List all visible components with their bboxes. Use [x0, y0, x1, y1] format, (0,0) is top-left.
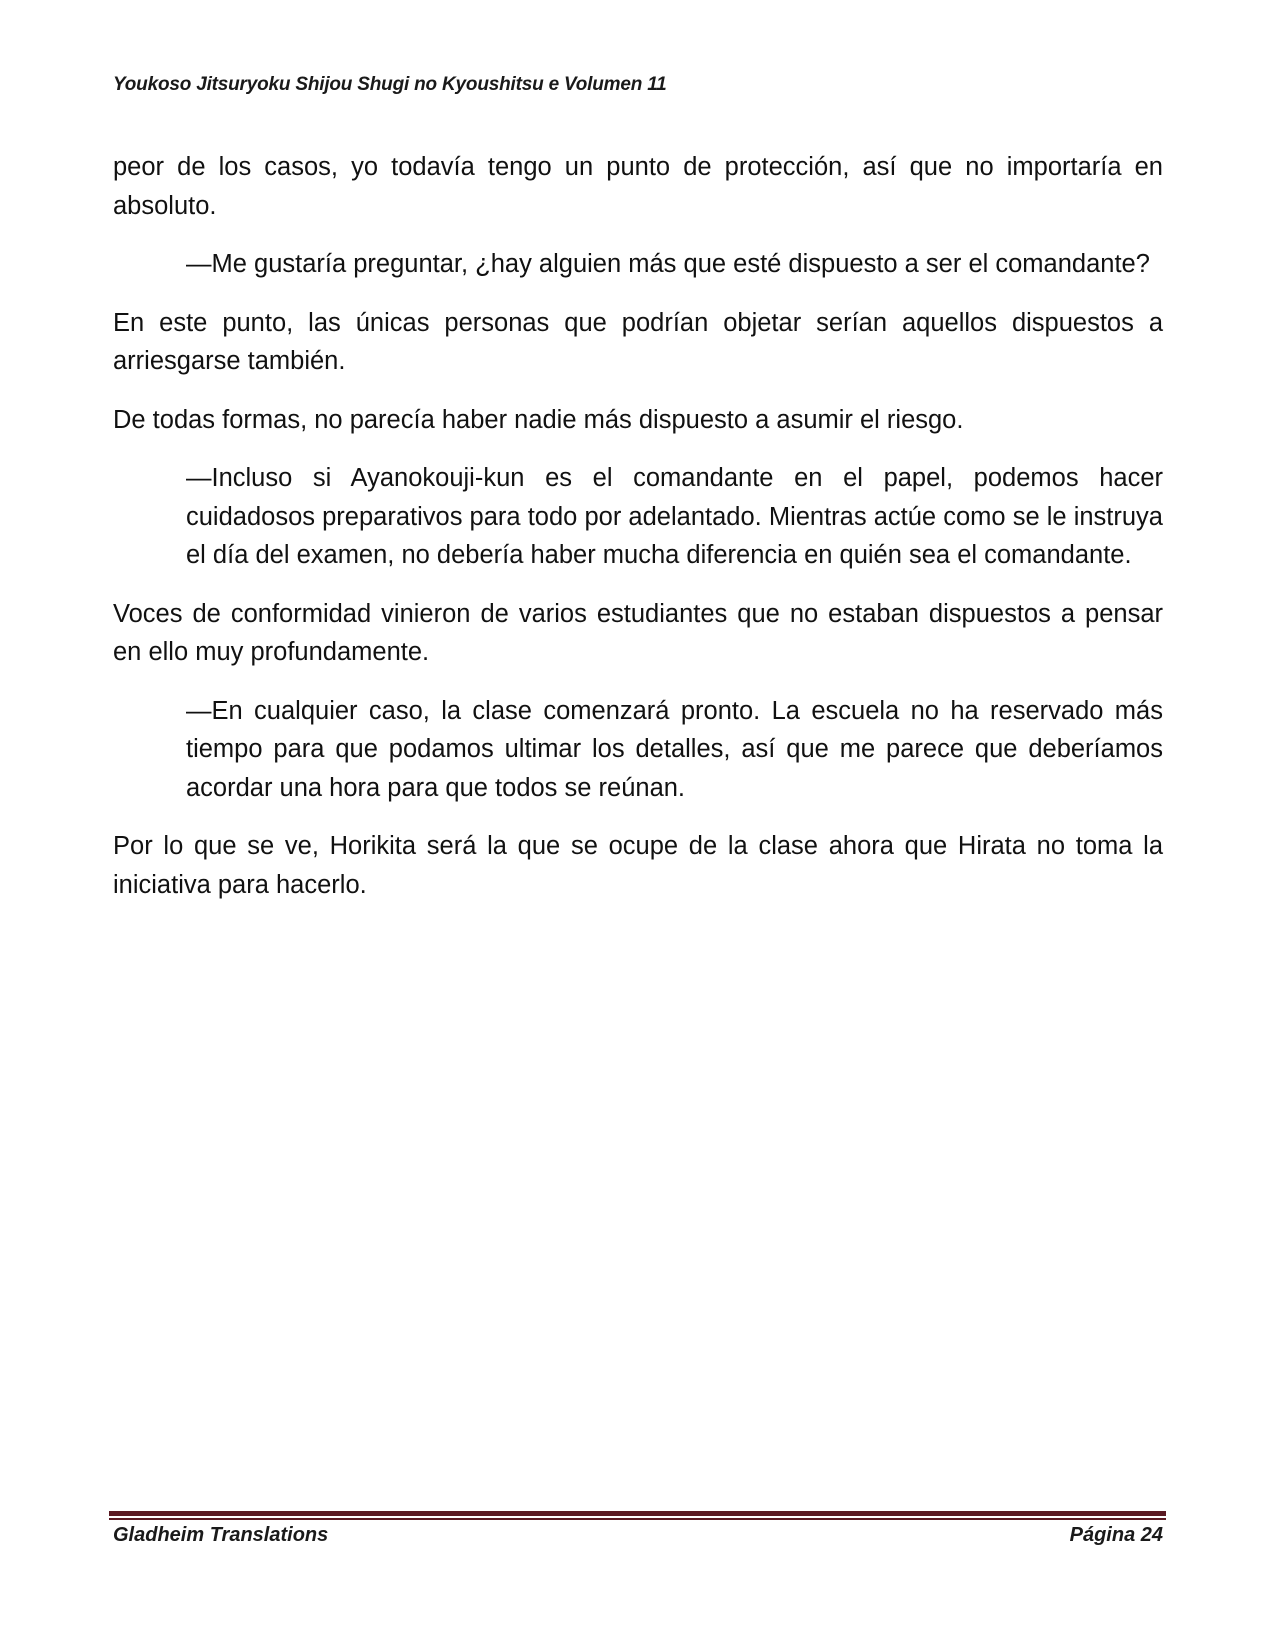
dialogue-paragraph: —Me gustaría preguntar, ¿hay alguien más que esté dispuesto a ser el comandante?	[186, 250, 1150, 278]
paragraph: Voces de conformidad vinieron de varios estudiantes que no estaban dispuestos a pensar en ello muy profundamente.	[113, 599, 1163, 666]
paragraph: peor de los casos, yo todavía tengo un punto de protección, así que no importaría en absoluto.	[113, 153, 1163, 220]
footer-divider-thick	[109, 1511, 1166, 1516]
dialogue-paragraph: —Incluso si Ayanokouji-kun es el comandante en el papel, podemos hacer cuidadosos preparativos para todo por adelantado. Mientras actúe como se le instruya el día del examen, no debería haber mucha diferencia en quién sea el comandante.	[186, 464, 1163, 569]
dialogue-paragraph: —En cualquier caso, la clase comenzará pronto. La escuela no ha reservado más tiempo para que podamos ultimar los detalles, así que me parece que deberíamos acordar una hora para que todos se reúnan.	[186, 696, 1163, 802]
paragraph: Por lo que se ve, Horikita será la que se ocupe de la clase ahora que Hirata no toma la iniciativa para hacerlo.	[113, 832, 1163, 899]
paragraph: De todas formas, no parecía haber nadie más dispuesto a asumir el riesgo.	[113, 405, 964, 434]
footer-translator-credit: Gladheim Translations	[113, 1524, 329, 1546]
document-body	[113, 148, 1163, 924]
footer-divider	[109, 1511, 1166, 1520]
footer-page-number: Página 24	[1069, 1524, 1163, 1546]
footer-divider-thin	[109, 1518, 1166, 1520]
paragraph: En este punto, las únicas personas que podrían objetar serían aquellos dispuestos a arriesgarse también.	[113, 308, 1163, 375]
page-header-title: Youkoso Jitsuryoku Shijou Shugi no Kyoushitsu e Volumen 11	[113, 74, 667, 95]
